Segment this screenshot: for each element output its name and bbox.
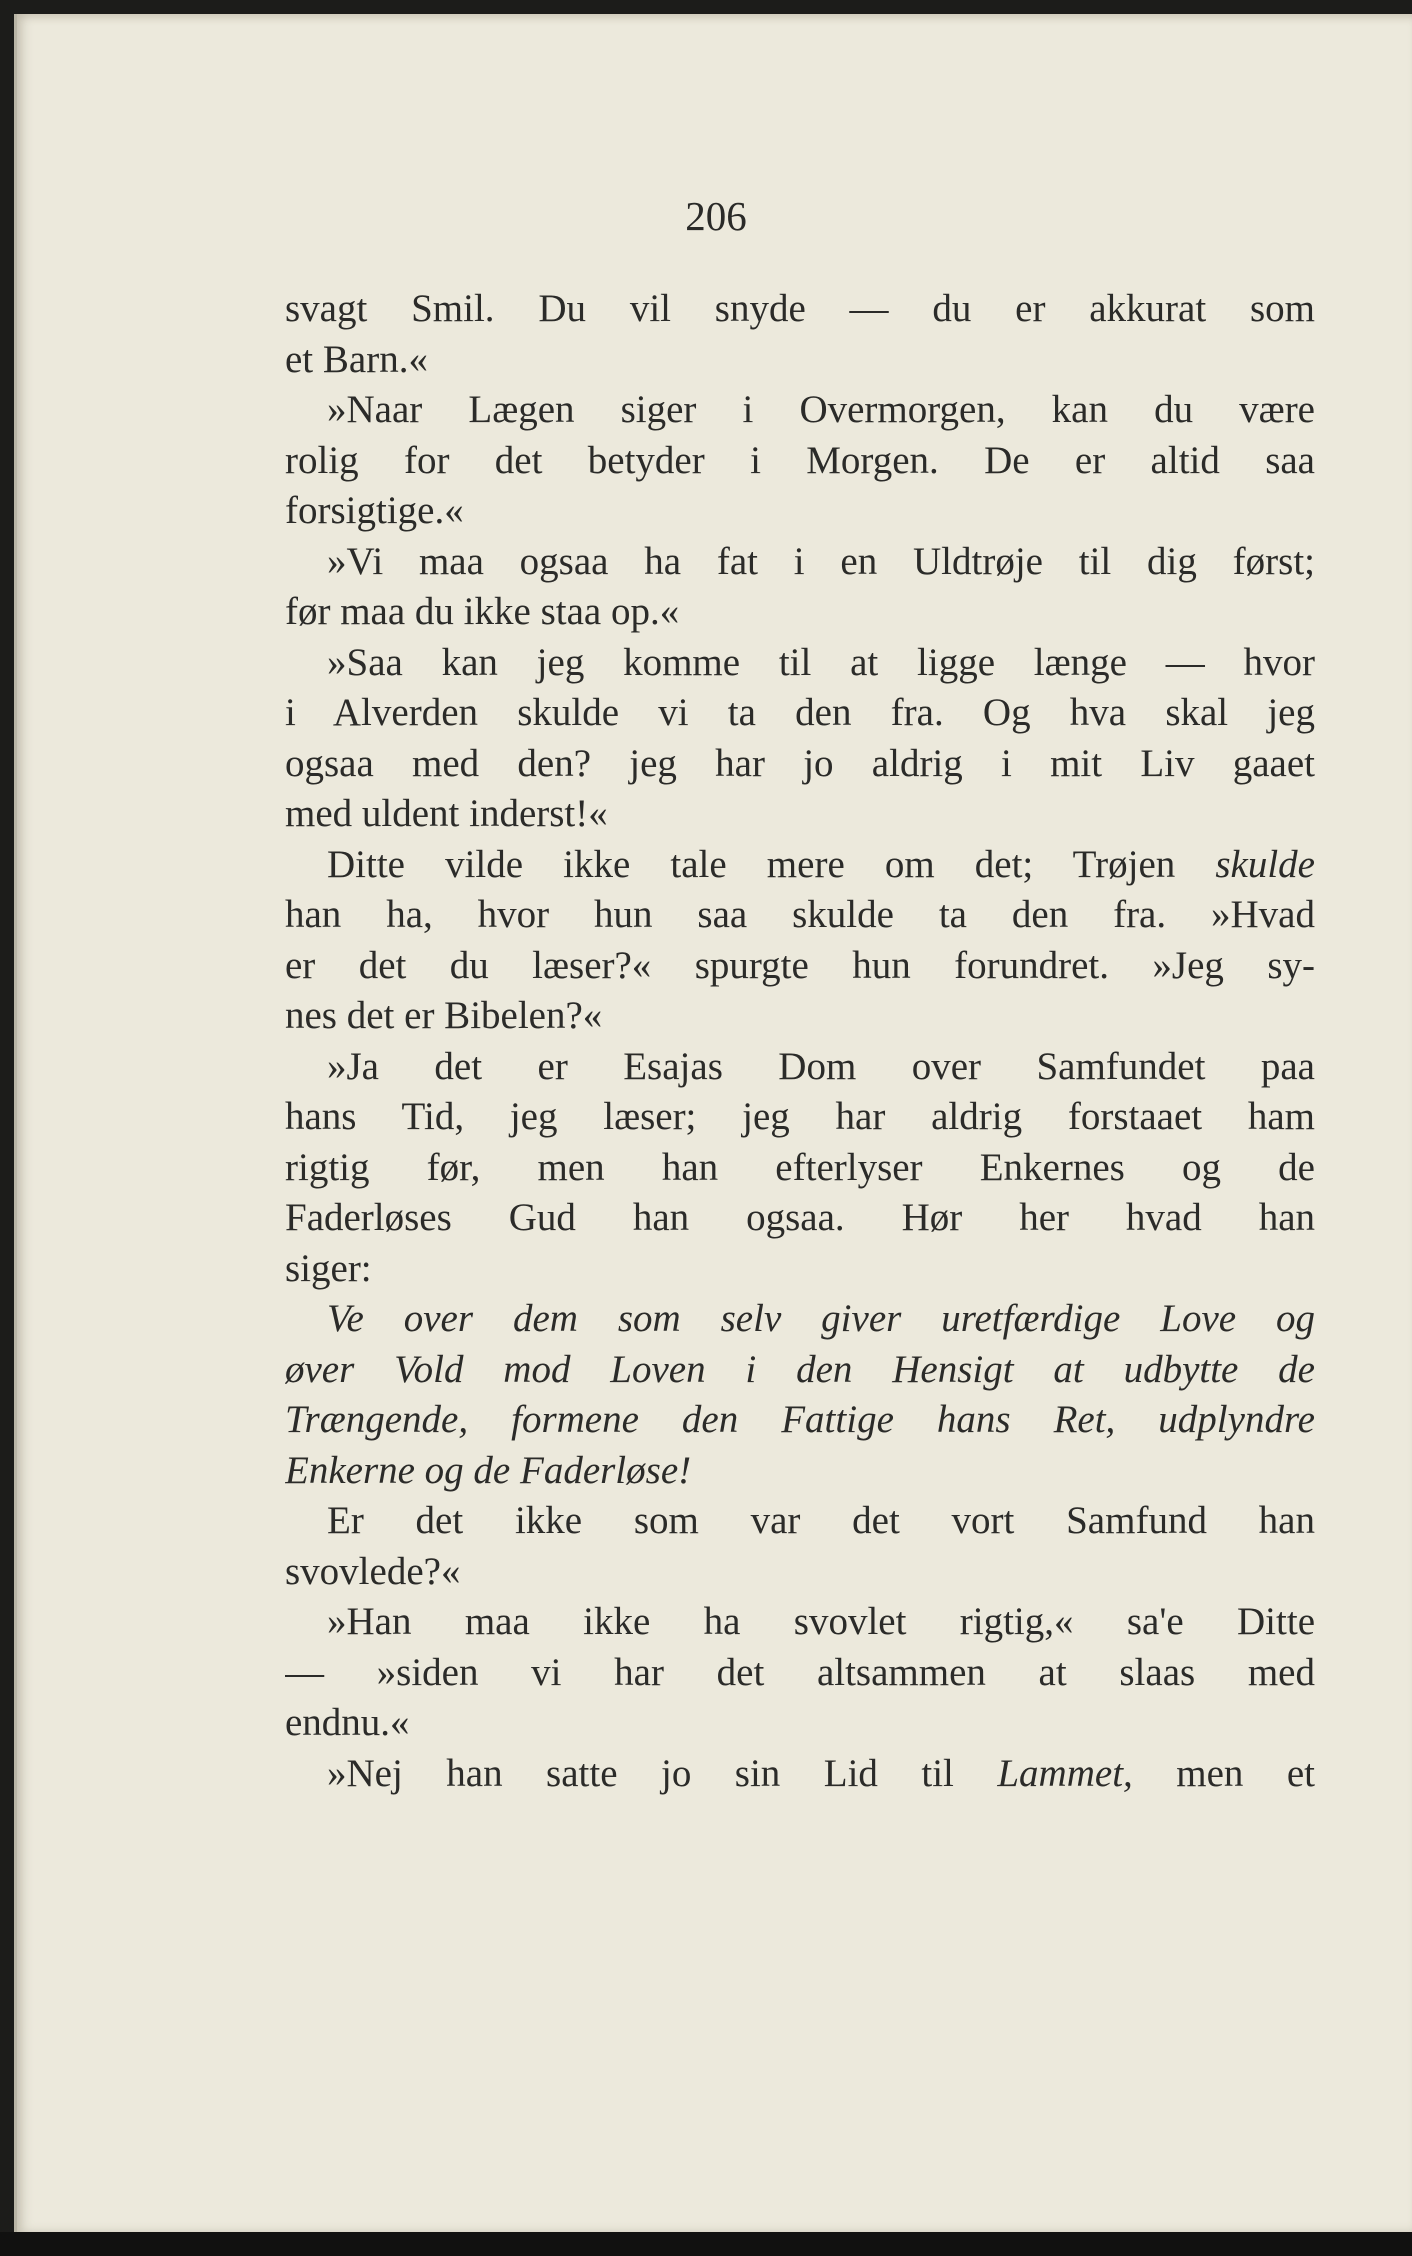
emphasis-word: Lammet, <box>997 1751 1133 1795</box>
text-line: ogsaa med den? jeg har jo aldrig i mit Liv gaaet <box>285 741 1315 785</box>
text-line: svovlede?« <box>285 1549 461 1593</box>
text-line: »Ja det er Esajas Dom over Samfundet paa <box>327 1044 1315 1088</box>
text-line: med uldent inderst!« <box>285 792 608 835</box>
emphasis-word: skulde <box>1215 842 1315 886</box>
text-line: Faderløses Gud han ogsaa. Hør her hvad han <box>285 1196 1315 1239</box>
body-text <box>285 284 1315 1799</box>
text-line: »Han maa ikke ha svovlet rigtig,« sa'e Ditte <box>327 1600 1315 1643</box>
text-segment: men et <box>1176 1751 1315 1795</box>
quote-line: Enkerne og de Faderløse! <box>285 1448 692 1492</box>
text-line: i Alverden skulde vi ta den fra. Og hva skal jeg <box>285 691 1315 734</box>
quote-line: øver Vold mod Loven i den Hensigt at udbytte de <box>285 1347 1315 1391</box>
quote-line: Ve over dem som selv giver uretfærdige Love og <box>327 1297 1315 1340</box>
text-line: han ha, hvor hun saa skulde ta den fra. »Hvad <box>285 893 1315 936</box>
text-line-with-emphasis <box>285 1749 1315 1800</box>
text-line: før maa du ikke staa op.« <box>285 590 680 633</box>
text-line: rigtig før, men han efterlyser Enkernes og de <box>285 1145 1315 1189</box>
text-line: et Barn.« <box>285 337 428 381</box>
text-line: siger: <box>285 1246 372 1290</box>
text-line: er det du læser?« spurgte hun forundret. »Jeg sy- <box>285 943 1315 987</box>
text-line: endnu.« <box>285 1701 410 1744</box>
book-page <box>14 14 1412 2232</box>
page-number: 206 <box>685 193 747 239</box>
text-line: Er det ikke som var det vort Samfund han <box>327 1499 1315 1542</box>
text-line: — »siden vi har det altsammen at slaas med <box>285 1650 1315 1694</box>
text-line: nes det er Bibelen?« <box>285 994 603 1037</box>
text-line-with-emphasis <box>285 840 1315 891</box>
text-line: rolig for det betyder i Morgen. De er altid saa <box>285 438 1315 482</box>
scan-bottom-edge <box>0 2232 1412 2256</box>
quote-line: Trængende, formene den Fattige hans Ret, udplyndre <box>285 1398 1315 1441</box>
text-line: »Saa kan jeg komme til at ligge længe — hvor <box>327 640 1315 684</box>
text-line: »Naar Lægen siger i Overmorgen, kan du være <box>327 388 1315 431</box>
text-segment: Ditte vilde ikke tale mere om det; Trøjen <box>327 842 1176 886</box>
text-line: forsigtige.« <box>285 489 464 532</box>
text-line: »Vi maa ogsaa ha fat i en Uldtrøje til dig først; <box>327 539 1315 583</box>
text-line: hans Tid, jeg læser; jeg har aldrig forstaaet ham <box>285 1095 1315 1138</box>
text-segment: »Nej han satte jo sin Lid til <box>327 1751 954 1795</box>
text-line: svagt Smil. Du vil snyde — du er akkurat som <box>285 287 1315 330</box>
